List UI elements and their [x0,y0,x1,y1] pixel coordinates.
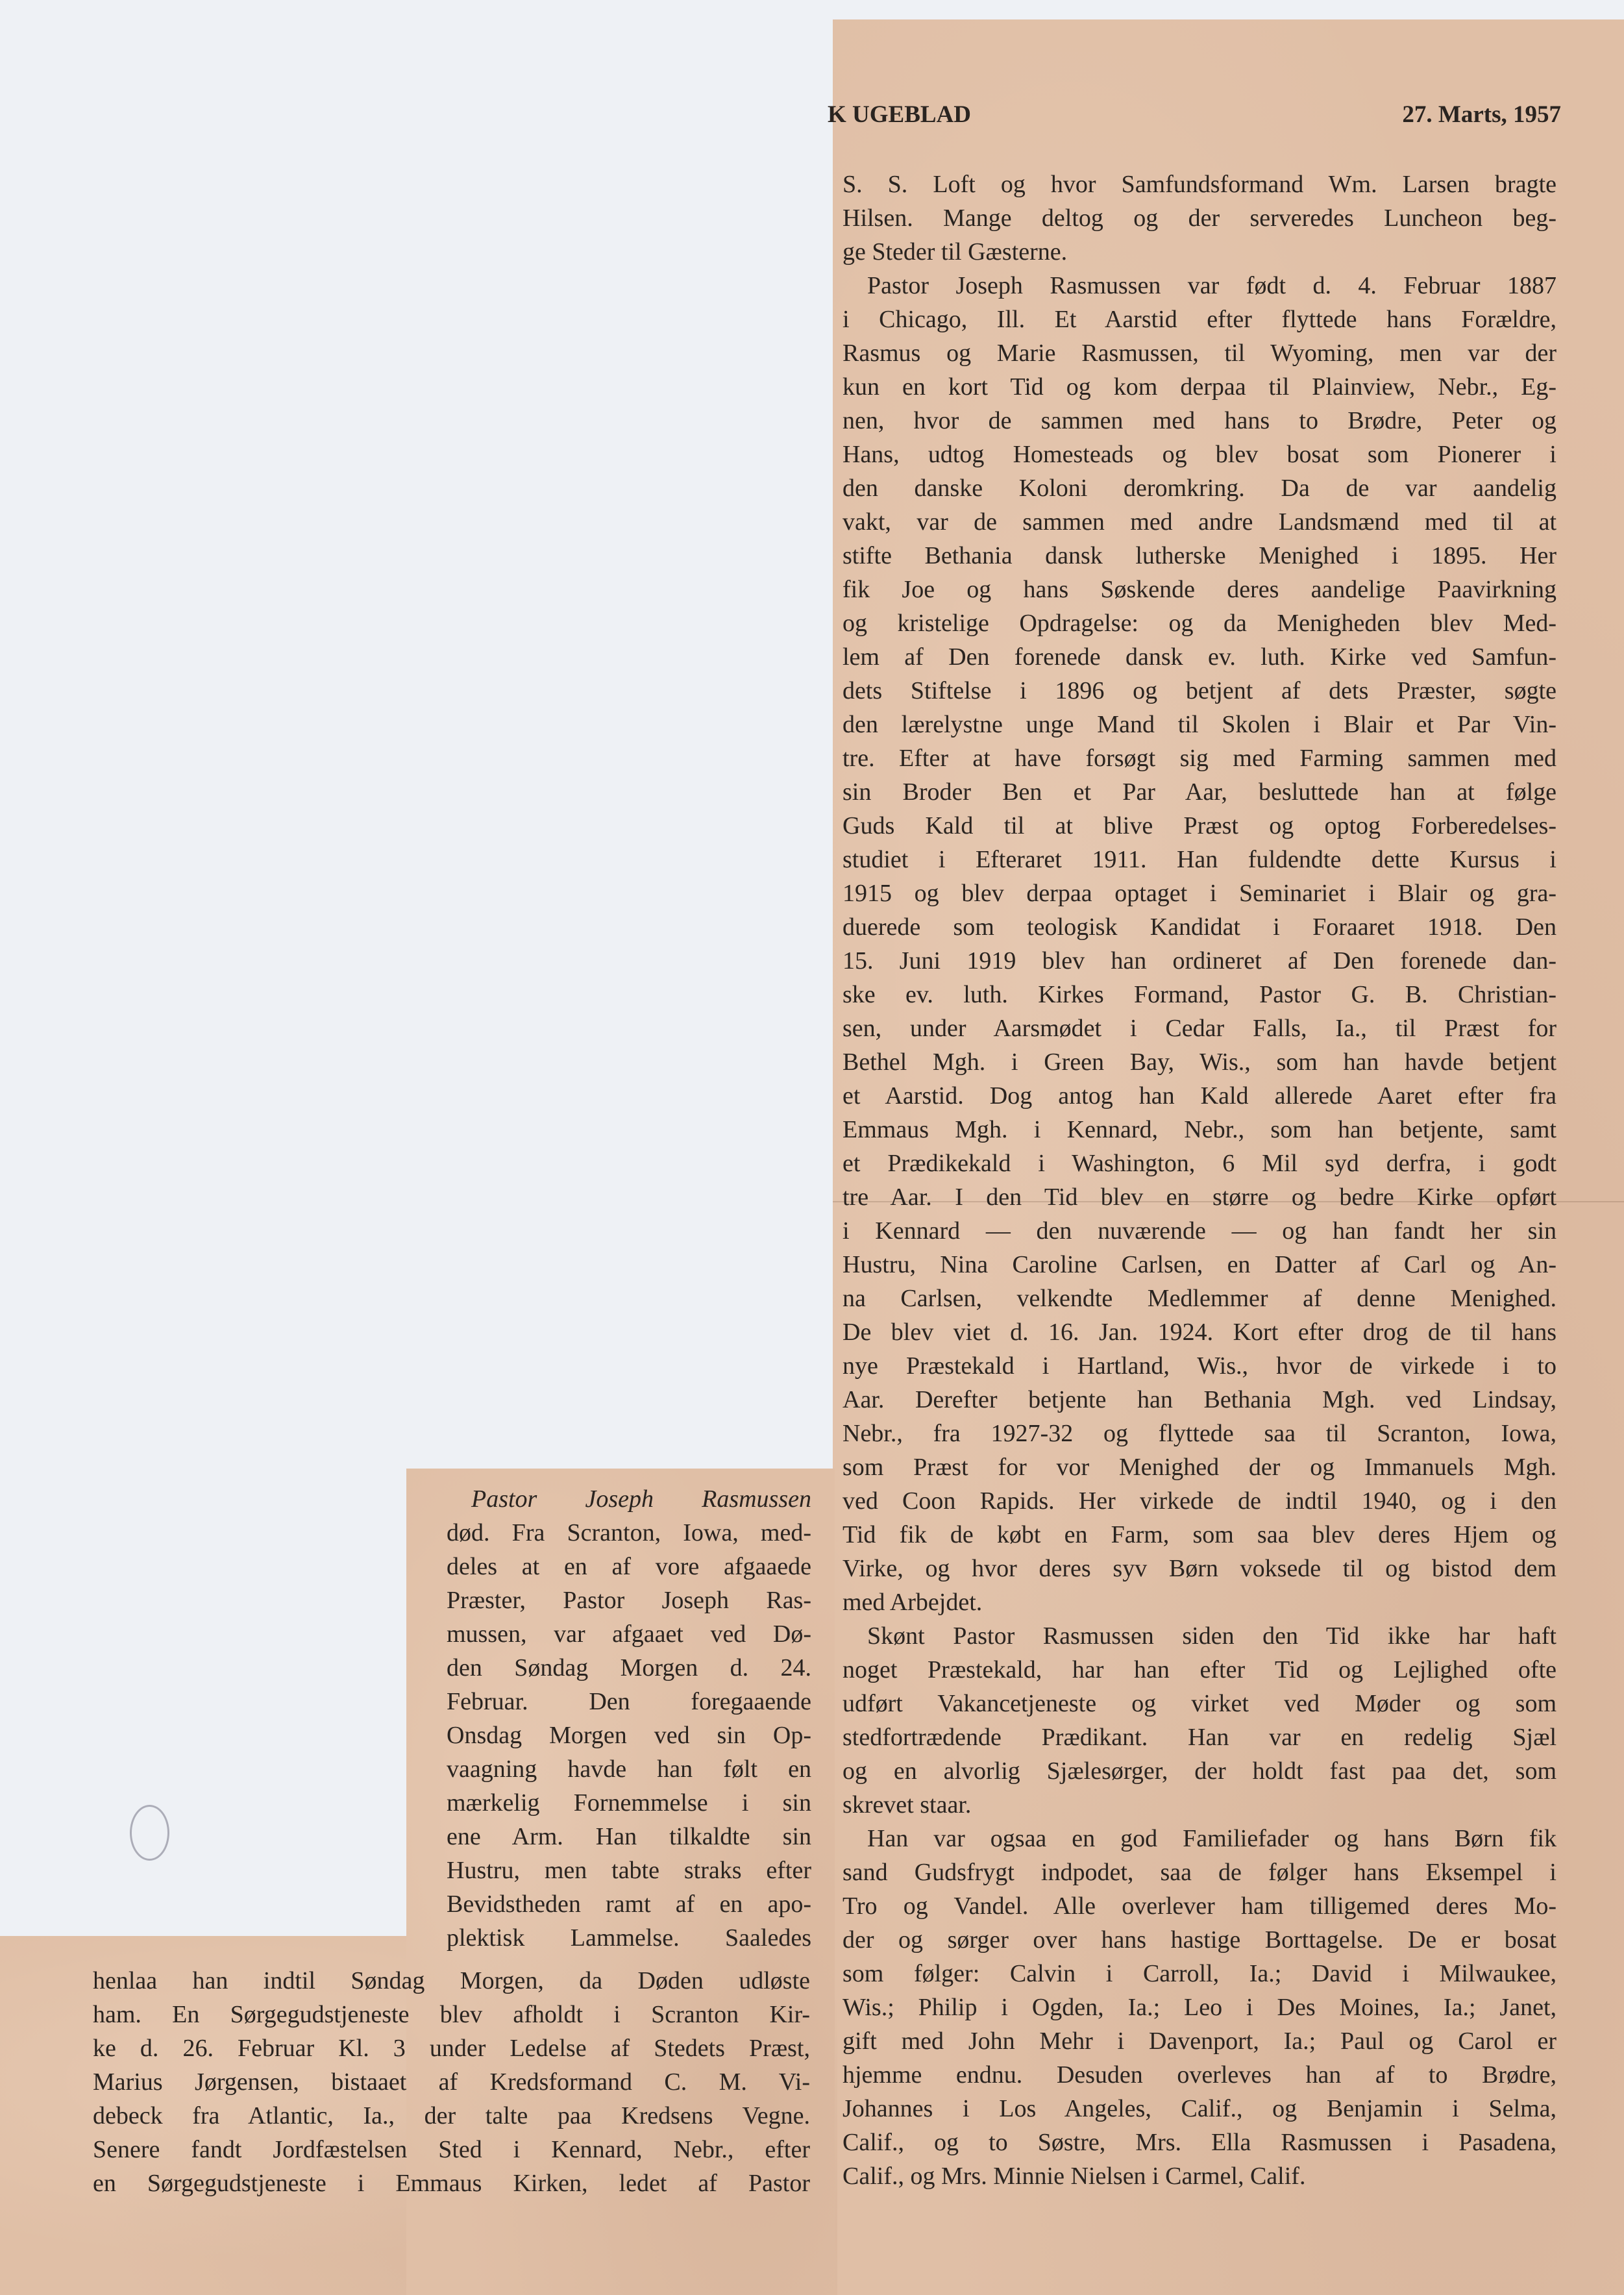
text-line: død. Fra Scranton, Iowa, med- [447,1519,811,1546]
text-line: sand Gudsfrygt indpodet, saa de følger hans Eksempel i [843,1859,1556,1886]
text-line: Bevidstheden ramt af en apo- [447,1891,811,1918]
text-line: noget Præstekald, har han efter Tid og Lejlighed ofte [843,1656,1556,1683]
text-line: Februar. Den foregaaende [447,1688,811,1715]
text-line: Marius Jørgensen, bistaaet af Kredsformand C. M. Vi- [93,2068,810,2096]
text-line: tre. Efter at have forsøgt sig med Farming sammen med [843,745,1556,772]
text-line: Tid fik de købt en Farm, som saa blev deres Hjem og [843,1521,1556,1548]
text-line: nen, hvor de sammen med hans to Brødre, Peter og [843,407,1556,434]
text-line: duerede som teologisk Kandidat i Foraaret 1918. Den [843,913,1556,941]
text-line: S. S. Loft og hvor Samfundsformand Wm. Larsen bragte [843,171,1556,198]
text-line: Onsdag Morgen ved sin Op- [447,1722,811,1749]
text-line: som følger: Calvin i Carroll, Ia.; David i Milwaukee, [843,1960,1556,1987]
text-line: Hans, udtog Homesteads og blev bosat som Pionerer i [843,441,1556,468]
masthead [828,101,1561,129]
text-line: og en alvorlig Sjælesørger, der holdt fast paa det, som [843,1757,1556,1785]
text-line: tre Aar. I den Tid blev en større og bedre Kirke opført [843,1184,1556,1211]
text-line: skrevet staar. [843,1791,972,1818]
text-line: den danske Koloni deromkring. Da de var aandelig [843,475,1556,502]
text-line: den Søndag Morgen d. 24. [447,1654,811,1681]
text-line: sin Broder Ben et Par Aar, besluttede han at følge [843,778,1556,806]
text-line: et Aarstid. Dog antog han Kald allerede Aaret efter fra [843,1082,1556,1110]
paper-name: K UGEBLAD [828,101,972,128]
text-line: i Chicago, Ill. Et Aarstid efter flyttede hans Forældre, [843,306,1556,333]
text-line: Virke, og hvor deres syv Børn voksede til og bistod dem [843,1555,1556,1582]
text-line: et Prædikekald i Washington, 6 Mil syd derfra, i godt [843,1150,1556,1177]
text-line: vakt, var de sammen med andre Landsmænd med til at [843,508,1556,536]
text-line: Han var ogsaa en god Familiefader og hans Børn fik [867,1825,1556,1852]
text-line: som Præst for vor Menighed der og Immanuels Mgh. [843,1454,1556,1481]
text-line: 15. Juni 1919 blev han ordineret af Den forenede dan- [843,947,1556,974]
text-line: nye Præstekald i Hartland, Wis., hvor de virkede i to [843,1352,1556,1380]
obituary-intro-column [447,1482,811,1955]
text-line: ske ev. luth. Kirkes Formand, Pastor G. B. Christian- [843,981,1556,1008]
text-line: Pastor Joseph Rasmussen var født d. 4. Februar 1887 [867,272,1556,299]
text-line: dets Stiftelse i 1896 og betjent af dets Præster, søgte [843,677,1556,704]
text-line: lem af Den forenede dansk ev. luth. Kirke ved Samfun- [843,643,1556,671]
text-line: 1915 og blev derpaa optaget i Seminariet i Blair og gra- [843,880,1556,907]
text-line: Aar. Derefter betjente han Bethania Mgh. ved Lindsay, [843,1386,1556,1413]
text-line: gift med John Mehr i Davenport, Ia.; Paul og Carol er [843,2028,1556,2055]
issue-date: 27. Marts, 1957 [1402,101,1561,128]
text-line: henlaa han indtil Søndag Morgen, da Døden udløste [93,1967,810,1994]
text-line: Skønt Pastor Rasmussen siden den Tid ikke har haft [867,1622,1556,1650]
text-line: deles at en af vore afgaaede [447,1553,811,1580]
text-line: Guds Kald til at blive Præst og optog Forberedelses- [843,812,1556,839]
text-line: Senere fandt Jordfæstelsen Sted i Kennard, Nebr., efter [93,2136,810,2163]
text-line: De blev viet d. 16. Jan. 1924. Kort efter drog de til hans [843,1319,1556,1346]
text-line: stifte Bethania dansk lutherske Menighed i 1895. Her [843,542,1556,569]
text-line: Nebr., fra 1927-32 og flyttede saa til Scranton, Iowa, [843,1420,1556,1447]
text-line: Calif., og to Søstre, Mrs. Ella Rasmussen i Pasadena, [843,2129,1556,2156]
text-line: udført Vakancetjeneste og virket ved Møder og som [843,1690,1556,1717]
text-line: med Arbejdet. [843,1589,983,1616]
obituary-byline: Pastor Joseph Rasmussen [471,1485,811,1513]
text-line: fik Joe og hans Søskende deres aandelige Paavirkning [843,576,1556,603]
text-line: ham. En Sørgegudstjeneste blev afholdt i Scranton Kir- [93,2001,810,2028]
text-line: en Sørgegudstjeneste i Emmaus Kirken, ledet af Pastor [93,2170,810,2197]
text-line: debeck fra Atlantic, Ia., der talte paa Kredsens Vegne. [93,2102,810,2129]
text-line: Bethel Mgh. i Green Bay, Wis., som han havde betjent [843,1048,1556,1076]
bottom-article-column [93,1964,810,2200]
text-line: Emmaus Mgh. i Kennard, Nebr., som han betjente, samt [843,1116,1556,1143]
text-line: Tro og Vandel. Alle overlever ham tilligemed deres Mo- [843,1892,1556,1920]
text-line: sen, under Aarsmødet i Cedar Falls, Ia., til Præst for [843,1015,1556,1042]
text-line: i Kennard — den nuværende — og han fandt her sin [843,1217,1556,1245]
text-line: kun en kort Tid og kom derpaa til Plainview, Nebr., Eg- [843,373,1556,401]
text-line: plektisk Lammelse. Saaledes [447,1924,811,1952]
text-line: Johannes i Los Angeles, Calif., og Benjamin i Selma, [843,2095,1556,2122]
text-line: ene Arm. Han tilkaldte sin [447,1823,811,1850]
text-line: stedfortrædende Prædikant. Han var en redelig Sjæl [843,1724,1556,1751]
text-line: Hustru, men tabte straks efter [447,1857,811,1884]
text-line: studiet i Efteraret 1911. Han fuldendte dette Kursus i [843,846,1556,873]
text-line: ved Coon Rapids. Her virkede de indtil 1940, og i den [843,1487,1556,1515]
text-line: hjemme endnu. Desuden overleves han af to Brødre, [843,2061,1556,2089]
text-line: ge Steder til Gæsterne. [843,238,1068,266]
text-line: der og sørger over hans hastige Borttagelse. De er bosat [843,1926,1556,1954]
text-line: Rasmus og Marie Rasmussen, til Wyoming, men var der [843,340,1556,367]
pen-mark [130,1805,169,1861]
text-line: den lærelystne unge Mand til Skolen i Blair et Par Vin- [843,711,1556,738]
text-line: og kristelige Opdragelse: og da Menigheden blev Med- [843,610,1556,637]
text-line: Calif., og Mrs. Minnie Nielsen i Carmel, Calif. [843,2163,1306,2190]
text-line: Præster, Pastor Joseph Ras- [447,1587,811,1614]
text-line: Wis.; Philip i Ogden, Ia.; Leo i Des Moines, Ia.; Janet, [843,1994,1556,2021]
text-line: mærkelig Fornemmelse i sin [447,1789,811,1817]
text-line: na Carlsen, velkendte Medlemmer af denne Menighed. [843,1285,1556,1312]
text-line: vaagning havde han følt en [447,1755,811,1783]
right-article-column [843,167,1556,2193]
text-line: mussen, var afgaaet ved Dø- [447,1620,811,1648]
text-line: Hilsen. Mange deltog og der serveredes Luncheon beg- [843,205,1556,232]
text-line: Hustru, Nina Caroline Carlsen, en Datter af Carl og An- [843,1251,1556,1278]
text-line: ke d. 26. Februar Kl. 3 under Ledelse af Stedets Præst, [93,2035,810,2062]
